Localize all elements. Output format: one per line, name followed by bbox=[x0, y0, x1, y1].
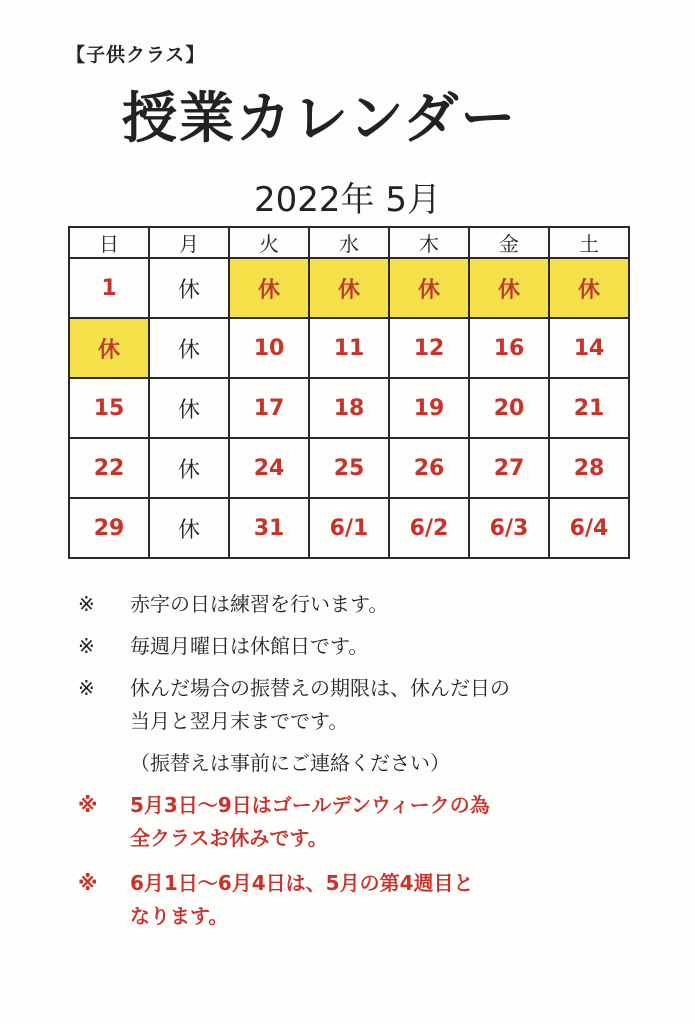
note-item bbox=[78, 867, 678, 933]
note-mark: ※ bbox=[78, 871, 98, 895]
calendar-week-row bbox=[69, 438, 629, 498]
month-heading: 2022年 5月 bbox=[254, 180, 441, 220]
note-item bbox=[78, 630, 678, 663]
holiday-cell: 休 bbox=[229, 258, 309, 318]
notes-list bbox=[78, 588, 678, 945]
holiday-cell: 休 bbox=[469, 258, 549, 318]
day-cell: 6/1 bbox=[309, 498, 389, 558]
day-cell: 10 bbox=[229, 318, 309, 378]
closed-cell: 休 bbox=[149, 438, 229, 498]
note-mark: ※ bbox=[78, 676, 95, 700]
weekday-wed: 水 bbox=[309, 227, 389, 258]
day-cell: 19 bbox=[389, 378, 469, 438]
calendar-week-row bbox=[69, 378, 629, 438]
day-cell: 27 bbox=[469, 438, 549, 498]
class-label: 【子供クラス】 bbox=[66, 44, 206, 66]
weekday-tue: 火 bbox=[229, 227, 309, 258]
day-cell: 25 bbox=[309, 438, 389, 498]
day-cell: 12 bbox=[389, 318, 469, 378]
day-cell: 24 bbox=[229, 438, 309, 498]
note-text: なります。 bbox=[130, 904, 229, 928]
closed-cell: 休 bbox=[149, 258, 229, 318]
calendar-week-row bbox=[69, 498, 629, 558]
note-item bbox=[78, 747, 678, 780]
note-mark: ※ bbox=[78, 592, 95, 616]
weekday-fri: 金 bbox=[469, 227, 549, 258]
closed-cell: 休 bbox=[149, 318, 229, 378]
day-cell: 21 bbox=[549, 378, 629, 438]
calendar-week-row bbox=[69, 258, 629, 318]
note-text: 全クラスお休みです。 bbox=[130, 826, 328, 850]
note-item bbox=[78, 672, 678, 738]
holiday-cell: 休 bbox=[309, 258, 389, 318]
closed-cell: 休 bbox=[149, 498, 229, 558]
note-text: 休んだ場合の振替えの期限は、休んだ日の bbox=[130, 676, 510, 700]
day-cell: 6/4 bbox=[549, 498, 629, 558]
weekday-thu: 木 bbox=[389, 227, 469, 258]
calendar-table bbox=[68, 226, 630, 559]
day-cell: 11 bbox=[309, 318, 389, 378]
note-item bbox=[78, 588, 678, 621]
closed-cell: 休 bbox=[149, 378, 229, 438]
day-cell: 31 bbox=[229, 498, 309, 558]
day-cell: 14 bbox=[549, 318, 629, 378]
day-cell: 29 bbox=[69, 498, 149, 558]
note-text: 6月1日～6月4日は、5月の第4週目と bbox=[130, 871, 474, 895]
weekday-mon: 月 bbox=[149, 227, 229, 258]
day-cell: 28 bbox=[549, 438, 629, 498]
note-item bbox=[78, 789, 678, 855]
weekday-sat: 土 bbox=[549, 227, 629, 258]
holiday-cell: 休 bbox=[549, 258, 629, 318]
weekday-sun: 日 bbox=[69, 227, 149, 258]
day-cell: 18 bbox=[309, 378, 389, 438]
note-mark: ※ bbox=[78, 634, 95, 658]
day-cell: 20 bbox=[469, 378, 549, 438]
weekday-header-row bbox=[69, 227, 629, 258]
day-cell: 6/2 bbox=[389, 498, 469, 558]
note-text: 5月3日～9日はゴールデンウィークの為 bbox=[130, 793, 490, 817]
note-text: （振替えは事前にご連絡ください） bbox=[130, 751, 450, 775]
note-text: 赤字の日は練習を行います。 bbox=[130, 592, 389, 616]
page-title: 授業カレンダー bbox=[122, 86, 518, 150]
day-cell: 1 bbox=[69, 258, 149, 318]
holiday-cell: 休 bbox=[389, 258, 469, 318]
day-cell: 15 bbox=[69, 378, 149, 438]
day-cell: 6/3 bbox=[469, 498, 549, 558]
day-cell: 17 bbox=[229, 378, 309, 438]
note-text: 毎週月曜日は休館日です。 bbox=[130, 634, 369, 658]
holiday-cell: 休 bbox=[69, 318, 149, 378]
day-cell: 16 bbox=[469, 318, 549, 378]
note-mark: ※ bbox=[78, 793, 98, 817]
note-text: 当月と翌月末までです。 bbox=[130, 709, 349, 733]
day-cell: 22 bbox=[69, 438, 149, 498]
day-cell: 26 bbox=[389, 438, 469, 498]
calendar-week-row bbox=[69, 318, 629, 378]
